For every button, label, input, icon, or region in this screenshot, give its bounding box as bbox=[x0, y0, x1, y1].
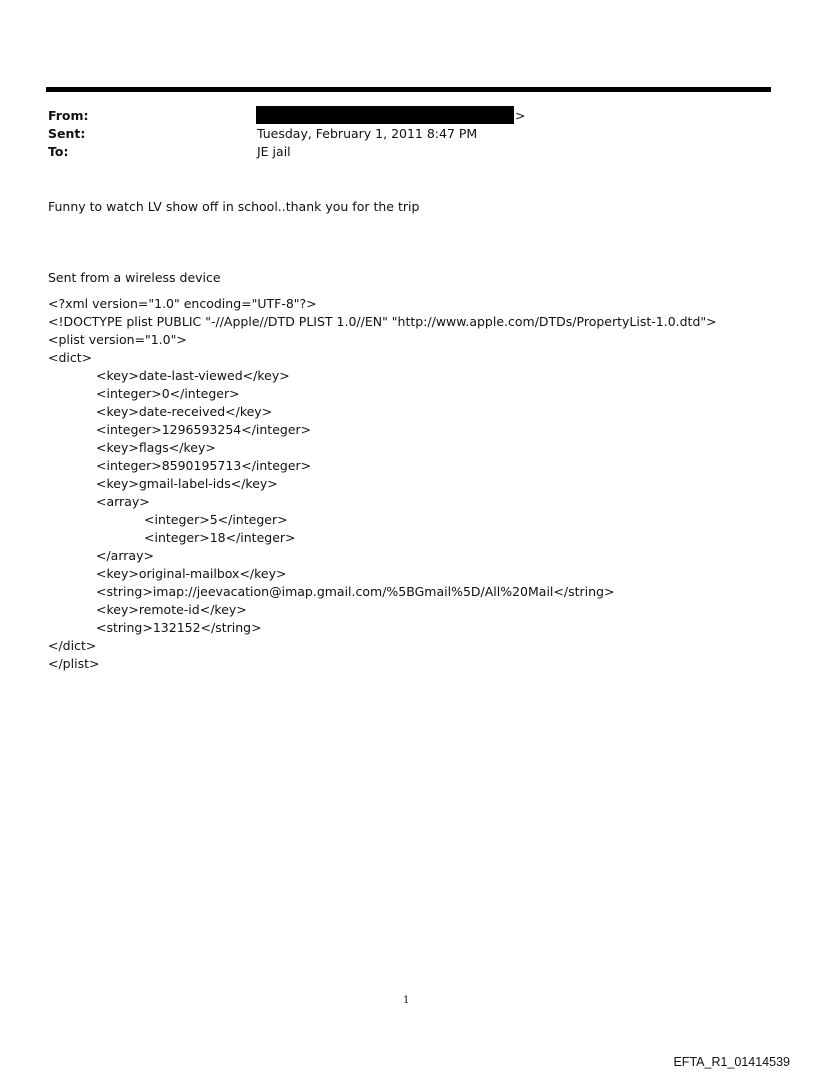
plist-line: <dict> bbox=[48, 350, 93, 365]
plist-line: </dict> bbox=[48, 638, 97, 653]
plist-line: <key>date-last-viewed</key> bbox=[96, 368, 290, 383]
to-label: To: bbox=[48, 144, 69, 159]
plist-line: <?xml version="1.0" encoding="UTF-8"?> bbox=[48, 296, 317, 311]
from-value-suffix: > bbox=[515, 108, 526, 123]
plist-line: <key>gmail-label-ids</key> bbox=[96, 476, 278, 491]
plist-line: <key>flags</key> bbox=[96, 440, 216, 455]
page-number: 1 bbox=[403, 995, 410, 1006]
plist-line: </array> bbox=[96, 548, 154, 563]
sent-value: Tuesday, February 1, 2011 8:47 PM bbox=[257, 126, 478, 141]
bates-number: EFTA_R1_01414539 bbox=[673, 1055, 790, 1069]
message-body: Funny to watch LV show off in school..thank you for the trip bbox=[48, 199, 420, 214]
plist-line: <string>132152</string> bbox=[96, 620, 262, 635]
to-value: JE jail bbox=[257, 144, 291, 159]
plist-line: <integer>1296593254</integer> bbox=[96, 422, 312, 437]
plist-line: <plist version="1.0"> bbox=[48, 332, 187, 347]
plist-line: </plist> bbox=[48, 656, 100, 671]
plist-line: <string>imap://jeevacation@imap.gmail.com/%5BGmail%5D/All%20Mail</string> bbox=[96, 584, 615, 599]
plist-line: <integer>18</integer> bbox=[144, 530, 296, 545]
plist-block bbox=[48, 295, 717, 673]
plist-line: <key>original-mailbox</key> bbox=[96, 566, 287, 581]
plist-line: <integer>5</integer> bbox=[144, 512, 288, 527]
from-label: From: bbox=[48, 108, 89, 123]
redaction-block bbox=[256, 106, 514, 124]
header-rule bbox=[46, 87, 771, 92]
plist-line: <array> bbox=[96, 494, 150, 509]
plist-line: <!DOCTYPE plist PUBLIC "-//Apple//DTD PLIST 1.0//EN" "http://www.apple.com/DTDs/PropertyList-1.0.dtd"> bbox=[48, 314, 717, 329]
plist-line: <integer>8590195713</integer> bbox=[96, 458, 312, 473]
plist-line: <integer>0</integer> bbox=[96, 386, 240, 401]
plist-line: <key>remote-id</key> bbox=[96, 602, 247, 617]
plist-line: <key>date-received</key> bbox=[96, 404, 273, 419]
signature-line: Sent from a wireless device bbox=[48, 270, 221, 285]
sent-label: Sent: bbox=[48, 126, 86, 141]
